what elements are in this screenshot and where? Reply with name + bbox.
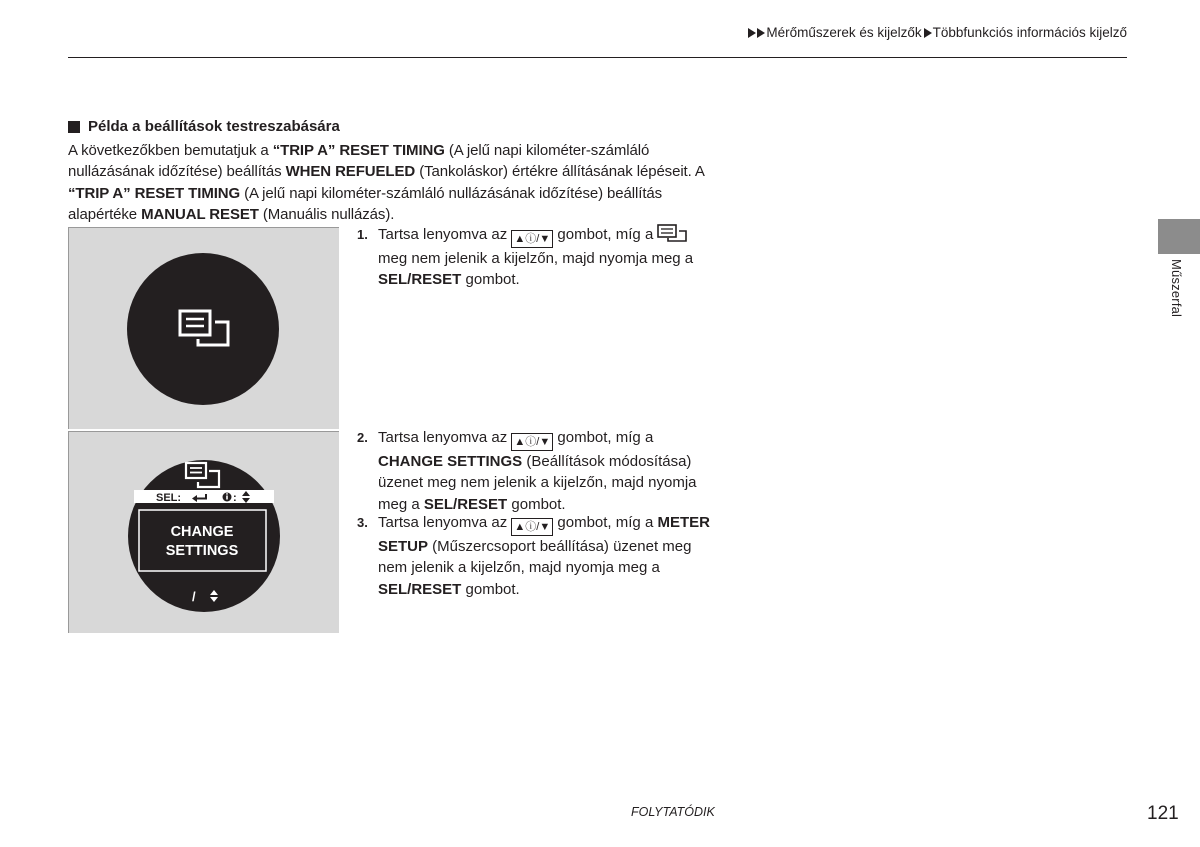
breadcrumb [748, 25, 1127, 40]
up-info-down-button-icon: ▲ⓘ/▼ [511, 230, 553, 248]
intro-bold: “TRIP A” RESET TIMING [68, 184, 241, 202]
selection-frame [139, 510, 266, 571]
intro-text: (Tankoláskor) értékre állításának lépéseit. A [415, 163, 705, 181]
intro-text: (Manuális nullázás). [258, 205, 395, 223]
step-text-part: Tartsa lenyomva az [378, 429, 512, 446]
up-info-down-button-icon: ▲ⓘ/▼ [511, 433, 553, 451]
step-3 [357, 512, 717, 600]
step-text-part: Tartsa lenyomva az [378, 226, 512, 243]
step-1 [357, 224, 717, 291]
section-title [68, 118, 340, 135]
round-display [128, 460, 280, 612]
step-bold: CHANGE SETTINGS [378, 453, 523, 470]
round-display [127, 253, 279, 405]
step-text-part: meg nem jelenik a kijelzőn, majd nyomja meg a [378, 250, 694, 267]
step-2 [357, 427, 717, 515]
step-bold: SEL/RESET [378, 580, 462, 598]
display-content [128, 460, 280, 612]
up-info-down-button-icon: ▲ⓘ/▼ [511, 518, 553, 536]
figure-settings-icon-display [68, 227, 339, 429]
continued-label: FOLYTATÓDIK [631, 805, 715, 819]
intro-text: (A jelű napi kilométer-számláló nullázásának időzítése) beállítás [68, 142, 650, 181]
step-text-part: gombot, míg a [553, 514, 658, 531]
settings-screen-icon [186, 463, 219, 487]
step-text-part: gombot, míg a [553, 226, 658, 243]
step-number: 2. [357, 430, 368, 445]
figure-change-settings-display [68, 431, 339, 633]
step-number: 3. [357, 515, 368, 530]
step-text [378, 224, 717, 291]
step-text-part: gombot. [507, 495, 566, 513]
settings-screen-icon [127, 253, 279, 405]
intro-bold: MANUAL RESET [141, 205, 259, 223]
step-text-part: gombot. [461, 580, 520, 598]
intro-text: A következőkben bemutatjuk a [68, 142, 273, 159]
page-number: 121 [1147, 803, 1179, 824]
chapter-tab-label: Műszerfal [1169, 259, 1184, 318]
intro-bold: WHEN REFUELED [285, 163, 416, 181]
breadcrumb-item: Többfunkciós információs kijelző [932, 25, 1127, 40]
intro-text: (A jelű napi kilométer-számláló nullázásának időzítése) beállítás alapértéke [68, 184, 663, 223]
step-text-part: Tartsa lenyomva az [378, 514, 512, 531]
step-text [378, 427, 717, 515]
info-icon [223, 493, 232, 502]
step-bold: SEL/RESET [378, 271, 462, 289]
arrow-right-icon [757, 28, 765, 38]
step-bold: METER SETUP [378, 514, 710, 555]
arrow-right-icon [924, 28, 932, 38]
display-line-2: SETTINGS [165, 543, 239, 559]
intro-bold: “TRIP A” RESET TIMING [272, 142, 445, 159]
step-text-part: gombot. [461, 271, 520, 289]
status-sel-label: SEL: [156, 492, 182, 504]
step-number: 1. [357, 227, 368, 242]
step-text-part: (Beállítások módosítása) üzenet meg nem jelenik a kijelzőn, majd nyomja meg a [378, 453, 697, 513]
svg-text::: : [233, 492, 237, 504]
arrow-right-icon [748, 28, 756, 38]
display-line-1: CHANGE [170, 524, 234, 540]
chapter-tab-marker [1158, 219, 1200, 254]
section-title-text: Példa a beállítások testreszabására [88, 118, 340, 135]
intro-paragraph [68, 140, 728, 225]
step-bold: SEL/RESET [423, 495, 508, 513]
square-bullet-icon [68, 121, 80, 133]
breadcrumb-item: Mérőműszerek és kijelzők [766, 25, 922, 40]
up-down-arrows-icon [210, 590, 218, 602]
settings-screen-icon [657, 224, 689, 242]
step-text [378, 512, 717, 600]
header-divider [68, 57, 1127, 58]
step-text-part: gombot, míg a [553, 429, 654, 446]
display-bottom-slash: / [192, 589, 196, 604]
step-text-part: (Műszercsoport beállítása) üzenet meg nem jelenik a kijelzőn, majd nyomja meg a [378, 538, 692, 577]
